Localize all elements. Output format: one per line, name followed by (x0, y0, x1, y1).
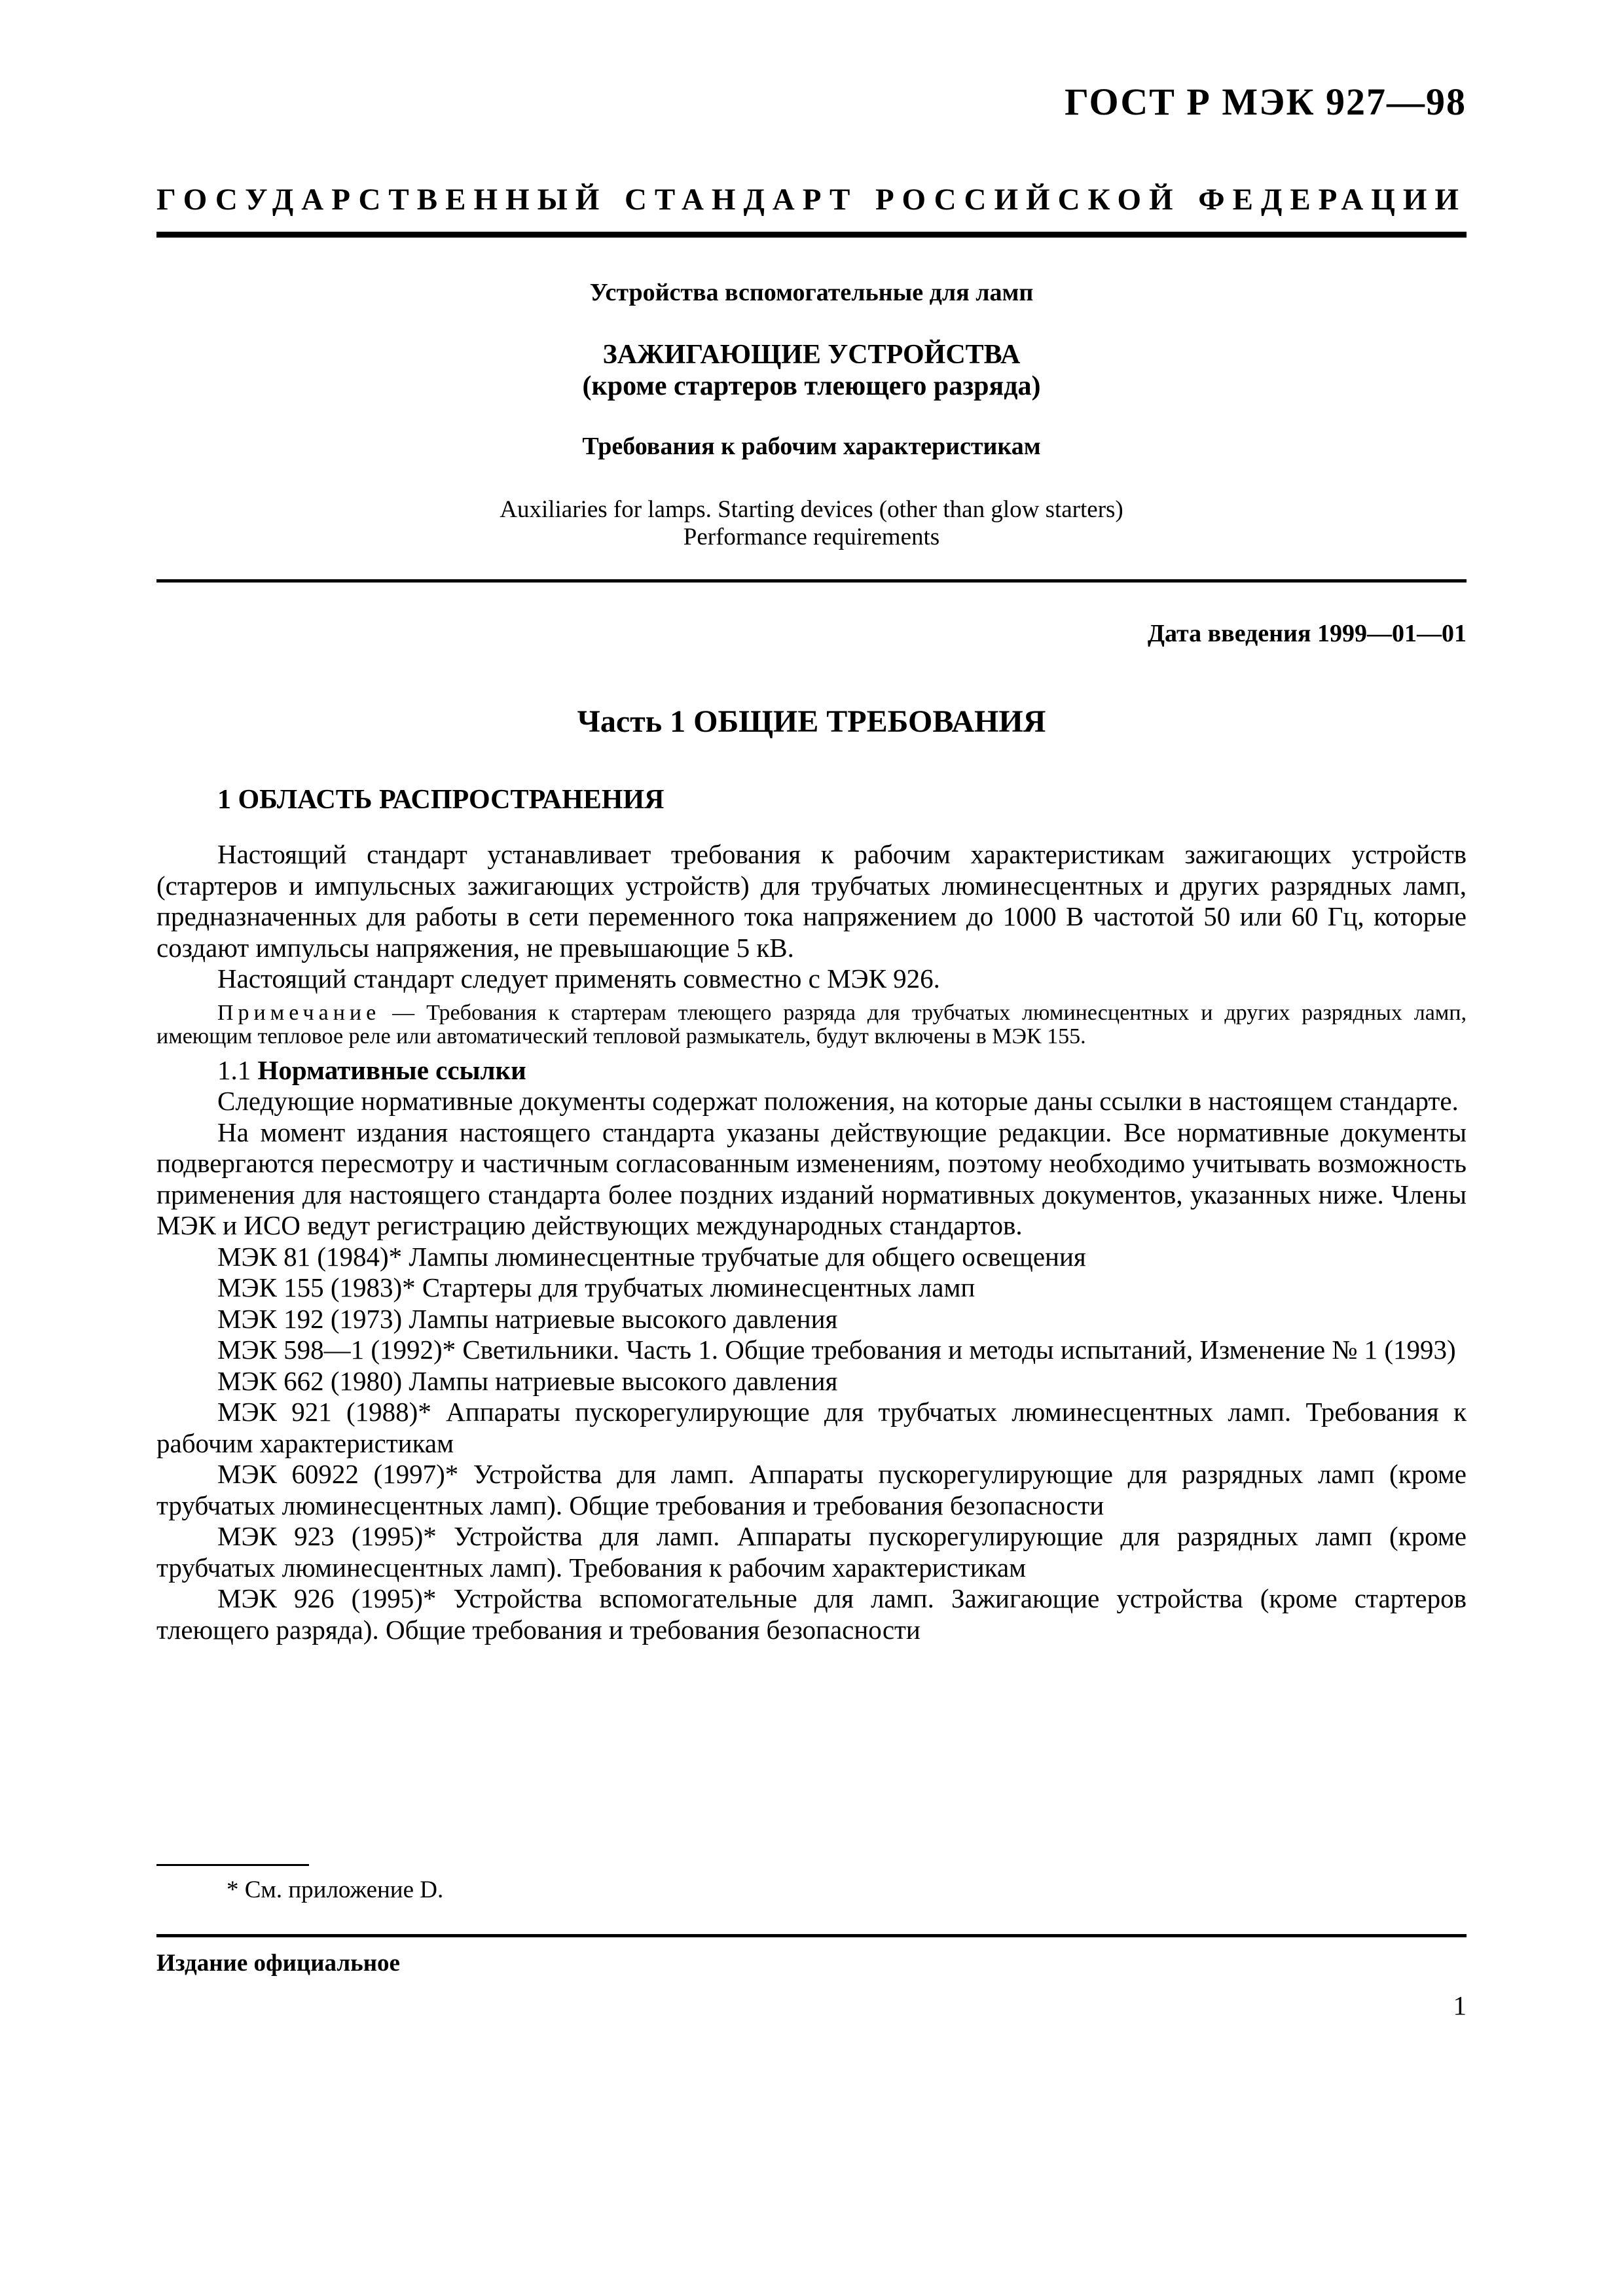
subsection-title: Нормативные ссылки (257, 1054, 526, 1085)
paragraph-references-intro: Следующие нормативные документы содержат положения, на которые даны ссылки в настоящем стандарте. (217, 1086, 1459, 1116)
document-title-line2: (кроме стартеров тлеющего разряда) (582, 371, 1041, 401)
document-body (156, 839, 1467, 1645)
reference-item: МЭК 921 (1988)* Аппараты пускорегулирующие для трубчатых люминесцентных ламп. Требования к рабочим характеристикам (156, 1397, 1467, 1458)
reference-item: МЭК 926 (1995)* Устройства вспомогательные для ламп. Зажигающие устройства (кроме стартеров тлеющего разряда). Общие требования и требования безопасности (156, 1583, 1467, 1645)
header-rule (156, 232, 1467, 238)
introduction-date: Дата введения 1999—01—01 (1147, 620, 1467, 647)
document-subtitle: Устройства вспомогательные для ламп (589, 279, 1034, 306)
document-title (156, 339, 1467, 402)
reference-item: МЭК 662 (1980) Лампы натриевые высокого давления (217, 1365, 838, 1396)
english-title-line2: Performance requirements (683, 524, 940, 550)
footnote-rule (156, 1864, 309, 1866)
footer-rule (156, 1934, 1467, 1937)
title-rule (156, 579, 1467, 583)
subsection-number: 1.1 (217, 1054, 258, 1085)
document-title-line1: ЗАЖИГАЮЩИЕ УСТРОЙСТВА (602, 340, 1021, 370)
reference-item: МЭК 155 (1983)* Стартеры для трубчатых люминесцентных ламп (217, 1272, 976, 1302)
reference-item: МЭК 192 (1973) Лампы натриевые высокого давления (217, 1303, 838, 1334)
reference-item: МЭК 81 (1984)* Лампы люминесцентные трубчатые для общего освещения (217, 1241, 1086, 1272)
note-label: Примечание (217, 1000, 381, 1025)
subsection-heading (156, 1055, 1467, 1086)
paragraph-references-note: На момент издания настоящего стандарта указаны действующие редакции. Все нормативные документы подвергаются пересмотру и частичным согласованным изменениям, поэтому необходимо учитывать возможность применения для настоящего стандарта более поздних изданий нормативных документов, указанных ниже. Члены МЭК и ИСО ведут регистрацию действующих международных стандартов. (156, 1117, 1467, 1240)
page-number: 1 (1453, 1990, 1467, 2020)
note-text: — Требования к стартерам тлеющего разряда для трубчатых люминесцентных и других разрядных ламп, имеющим тепловое реле или автоматический тепловой размыкатель, будут включены в МЭК 155. (156, 1000, 1467, 1049)
document-subtitle-requirements: Требования к рабочим характеристикам (582, 433, 1041, 460)
reference-item: МЭК 923 (1995)* Устройства для ламп. Аппараты пускорегулирующие для разрядных ламп (кроме трубчатых люминесцентных ламп). Требования к рабочим характеристикам (156, 1521, 1467, 1583)
note (156, 1001, 1467, 1049)
english-title (156, 496, 1467, 551)
section-title: 1 ОБЛАСТЬ РАСПРОСТРАНЕНИЯ (217, 785, 665, 815)
part-title: Часть 1 ОБЩИЕ ТРЕБОВАНИЯ (577, 704, 1046, 739)
english-title-line1: Auxiliaries for lamps. Starting devices (other than glow starters) (500, 496, 1123, 523)
paragraph-scope-usage: Настоящий стандарт следует применять совместно с МЭК 926. (217, 963, 940, 994)
official-edition-label: Издание официальное (156, 1950, 400, 1977)
paragraph-scope: Настоящий стандарт устанавливает требования к рабочим характеристикам зажигающих устройств (стартеров и импульсных зажигающих устройств) для трубчатых люминесцентных и других разрядных ламп, предназначенных для работы в сети переменного тока напряжением до 1000 В частотой 50 или 60 Гц, которые создают импульсы напряжения, не превышающие 5 кВ. (156, 839, 1467, 963)
state-standard-heading: ГОСУДАРСТВЕННЫЙ СТАНДАРТ РОССИЙСКОЙ ФЕДЕРАЦИИ (156, 183, 1467, 217)
footnote: * См. приложение D. (227, 1876, 444, 1903)
reference-item: МЭК 60922 (1997)* Устройства для ламп. Аппараты пускорегулирующие для разрядных ламп (кроме трубчатых люминесцентных ламп). Общие требования и требования безопасности (156, 1459, 1467, 1520)
reference-item: МЭК 598—1 (1992)* Светильники. Часть 1. Общие требования и методы испытаний, Изменение № 1 (1993) (217, 1335, 1456, 1365)
standard-code: ГОСТ Р МЭК 927—98 (1065, 81, 1467, 123)
